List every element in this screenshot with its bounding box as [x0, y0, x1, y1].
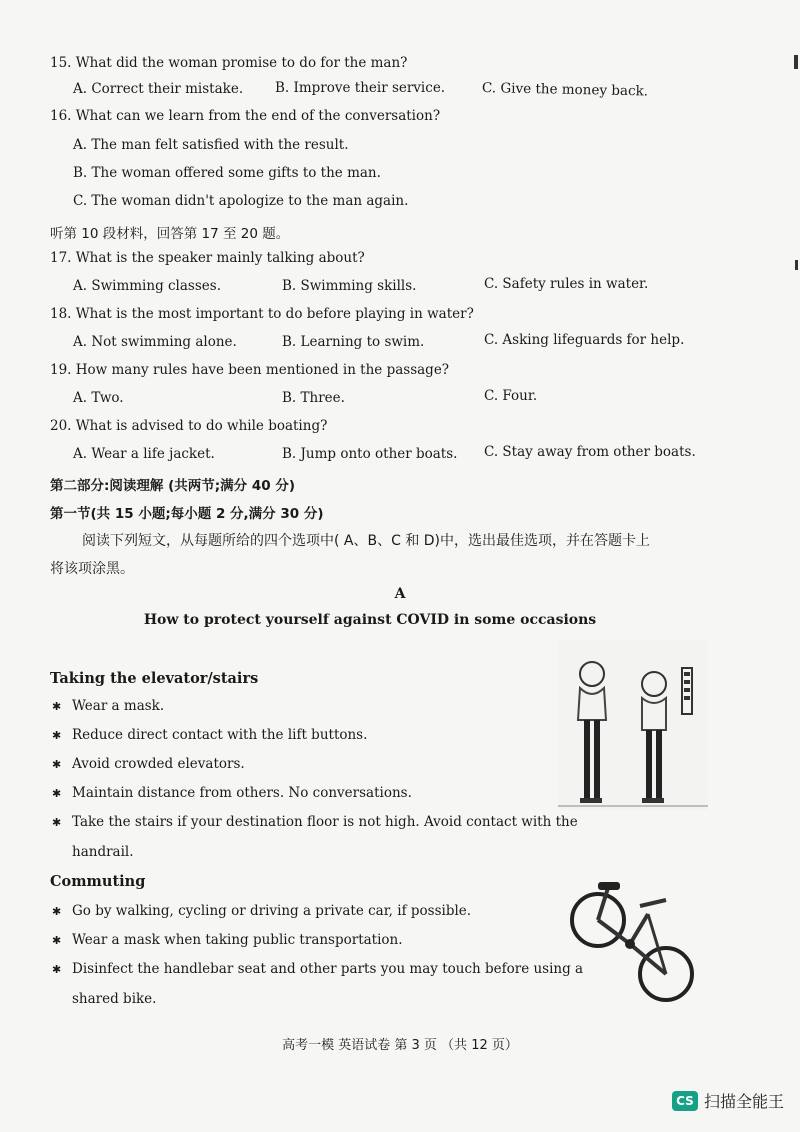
- question-16-option-b: B. The woman offered some gifts to the man.: [73, 165, 381, 181]
- part-two-title: 第二部分:阅读理解 (共两节;满分 40 分): [50, 478, 296, 494]
- scanner-watermark: [672, 1089, 784, 1112]
- question-19-option-c: C. Four.: [484, 388, 538, 404]
- question-19-option-a: A. Two.: [73, 390, 124, 406]
- list-item: ✱ Avoid crowded elevators.: [52, 756, 245, 772]
- passage-letter: A: [394, 586, 406, 602]
- question-15-option-b: B. Improve their service.: [275, 80, 446, 96]
- question-17-option-c: C. Safety rules in water.: [484, 276, 649, 292]
- question-15-option-a: A. Correct their mistake.: [73, 81, 244, 97]
- question-18-stem: 18. What is the most important to do before playing in water?: [50, 306, 474, 322]
- scan-edge-mark: [794, 55, 798, 69]
- scan-edge-mark: [795, 260, 798, 270]
- bullet-star-icon: ✱: [52, 905, 62, 918]
- question-15-option-c: C. Give the money back.: [481, 80, 649, 100]
- question-17-option-a: A. Swimming classes.: [73, 278, 221, 294]
- bullet-star-icon: ✱: [52, 963, 62, 976]
- question-16-option-a: A. The man felt satisfied with the result.: [73, 137, 349, 153]
- listening-instruction: 听第 10 段材料，回答第 17 至 20 题。: [50, 226, 290, 242]
- list-item: ✱ Disinfect the handlebar seat and other parts you may touch before using a: [52, 961, 584, 977]
- question-16-option-c: C. The woman didn't apologize to the man again.: [73, 193, 409, 209]
- list-item: ✱ Maintain distance from others. No conversations.: [52, 785, 412, 801]
- section-heading-elevator: Taking the elevator/stairs: [50, 670, 259, 687]
- passage-title: How to protect yourself against COVID in some occasions: [143, 612, 597, 628]
- directions-line-1: 阅读下列短文，从每题所给的四个选项中( A、B、C 和 D)中，选出最佳选项，并在答题卡上: [82, 533, 651, 549]
- camscanner-logo-icon: CS: [672, 1091, 698, 1111]
- question-20-option-b: B. Jump onto other boats.: [282, 446, 458, 462]
- section-heading-commuting: Commuting: [50, 873, 146, 890]
- question-19-option-b: B. Three.: [282, 390, 345, 406]
- list-item: ✱ Wear a mask.: [52, 698, 165, 714]
- question-20-stem: 20. What is advised to do while boating?: [50, 418, 328, 434]
- bullet-star-icon: ✱: [52, 816, 62, 829]
- bullet-star-icon: ✱: [52, 700, 62, 713]
- elevator-people-illustration: [558, 640, 708, 810]
- question-19-stem: 19. How many rules have been mentioned in the passage?: [50, 362, 450, 378]
- page-footer: 高考一模 英语试卷 第 3 页 （共 12 页）: [282, 1038, 518, 1053]
- question-18-option-b: B. Learning to swim.: [282, 334, 425, 350]
- list-item: ✱ Wear a mask when taking public transportation.: [52, 932, 403, 948]
- question-17-stem: 17. What is the speaker mainly talking about?: [50, 250, 365, 266]
- question-17-option-b: B. Swimming skills.: [282, 278, 417, 294]
- list-item-continuation: handrail.: [72, 844, 134, 860]
- list-item-continuation: shared bike.: [72, 991, 157, 1007]
- question-20-option-a: A. Wear a life jacket.: [73, 446, 215, 462]
- shared-bike-illustration: [568, 878, 698, 1008]
- list-item: ✱ Reduce direct contact with the lift buttons.: [52, 727, 368, 743]
- bullet-star-icon: ✱: [52, 787, 62, 800]
- bullet-star-icon: ✱: [52, 758, 62, 771]
- list-item: ✱ Go by walking, cycling or driving a private car, if possible.: [52, 903, 472, 919]
- question-18-option-c: C. Asking lifeguards for help.: [484, 332, 685, 348]
- list-item: ✱ Take the stairs if your destination floor is not high. Avoid contact with the: [52, 814, 578, 830]
- bullet-star-icon: ✱: [52, 934, 62, 947]
- question-16-stem: 16. What can we learn from the end of the conversation?: [50, 108, 441, 124]
- directions-line-2: 将该项涂黑。: [50, 561, 134, 577]
- question-18-option-a: A. Not swimming alone.: [73, 334, 237, 350]
- brand-name: 扫描全能王: [703, 1092, 784, 1111]
- bullet-star-icon: ✱: [52, 729, 62, 742]
- section-one-title: 第一节(共 15 小题;每小题 2 分,满分 30 分): [50, 506, 324, 522]
- question-20-option-c: C. Stay away from other boats.: [484, 444, 696, 460]
- question-15-stem: 15. What did the woman promise to do for the man?: [50, 55, 408, 71]
